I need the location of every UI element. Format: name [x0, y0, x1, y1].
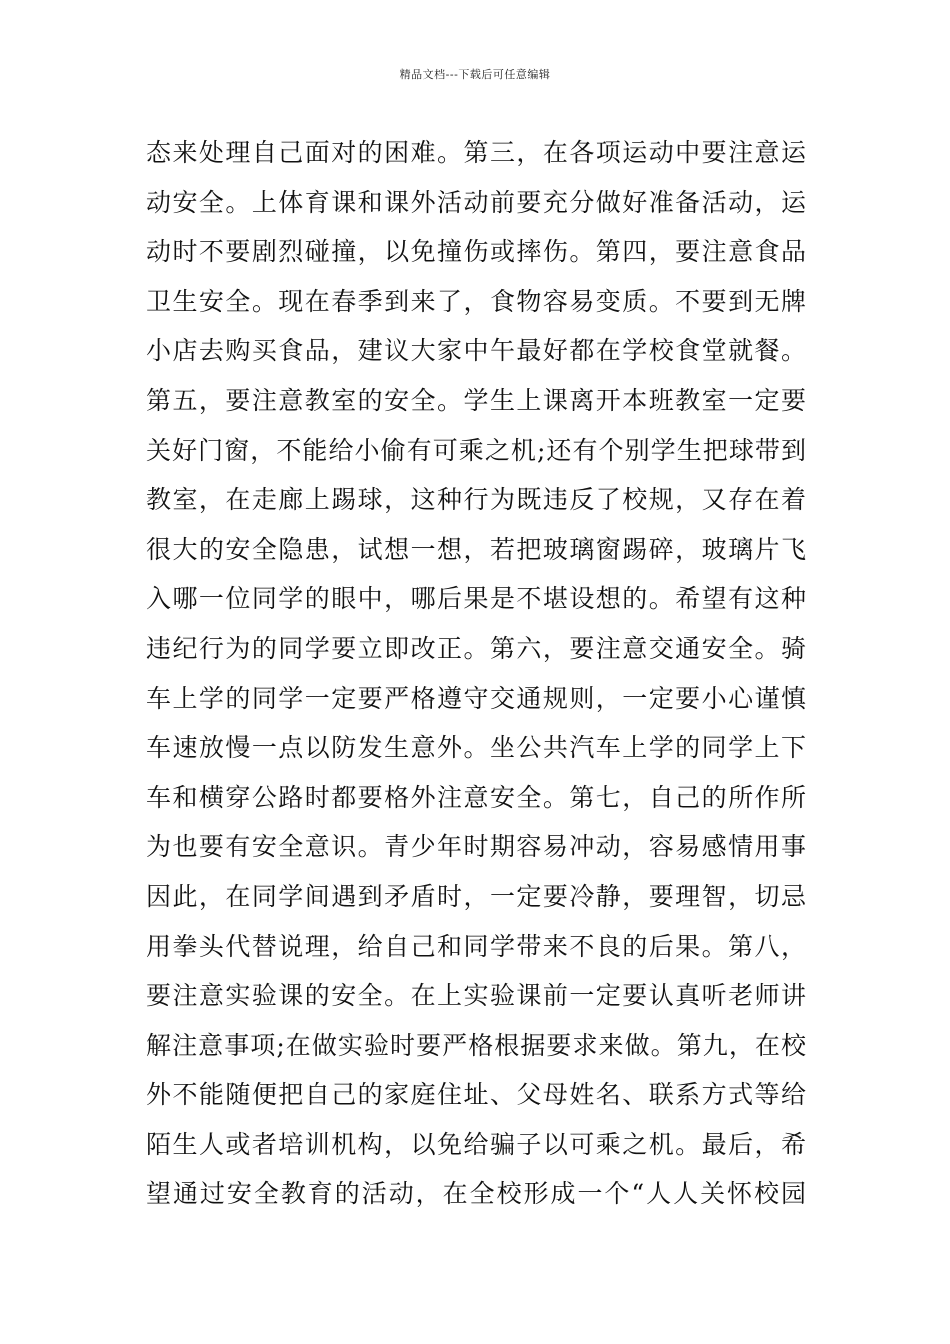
- text-line: 小店去购买食品，建议大家中午最好都在学校食堂就餐。: [146, 336, 806, 366]
- text-line: 陌生人或者培训机构，以免给骗子以可乘之机。最后，希: [146, 1129, 806, 1159]
- text-line: 车速放慢一点以防发生意外。坐公共汽车上学的同学上下: [146, 733, 806, 763]
- text-line: 卫生安全。现在春季到来了，食物容易变质。不要到无牌: [146, 286, 806, 316]
- text-line: 车上学的同学一定要严格遵守交通规则，一定要小心谨慎: [146, 683, 806, 713]
- body-text: [146, 128, 806, 1219]
- text-line: 入哪一位同学的眼中，哪后果是不堪设想的。希望有这种: [146, 584, 806, 614]
- text-line: 要注意实验课的安全。在上实验课前一定要认真听老师讲: [146, 981, 806, 1011]
- text-line: 外不能随便把自己的家庭住址、父母姓名、联系方式等给: [146, 1080, 806, 1110]
- text-line: 第五，要注意教室的安全。学生上课离开本班教室一定要: [146, 385, 806, 415]
- text-line: 动安全。上体育课和课外活动前要充分做好准备活动，运: [146, 187, 806, 217]
- text-line: 为也要有安全意识。青少年时期容易冲动，容易感情用事: [146, 832, 806, 862]
- text-line: 教室，在走廊上踢球，这种行为既违反了校规，又存在着: [146, 485, 806, 515]
- text-line: 很大的安全隐患，试想一想，若把玻璃窗踢碎，玻璃片飞: [146, 534, 806, 564]
- text-line: 态来处理自己面对的困难。第三，在各项运动中要注意运: [146, 138, 806, 167]
- text-line: 车和横穿公路时都要格外注意安全。第七，自己的所作所: [146, 782, 806, 812]
- text-line: 关好门窗，不能给小偷有可乘之机;还有个别学生把球带到: [146, 435, 806, 465]
- text-line: 解注意事项;在做实验时要严格根据要求来做。第九，在校: [146, 1030, 806, 1060]
- text-line: 望通过安全教育的活动，在全校形成一个“人人关怀校园: [146, 1179, 806, 1209]
- text-line: 因此，在同学间遇到矛盾时，一定要冷静，要理智，切忌: [146, 881, 806, 911]
- text-line: 违纪行为的同学要立即改正。第六，要注意交通安全。骑: [146, 633, 806, 663]
- text-line: 动时不要剧烈碰撞，以免撞伤或摔伤。第四，要注意食品: [146, 237, 806, 267]
- page-header: 精品文档---下载后可任意编辑: [399, 68, 551, 81]
- text-line: 用拳头代替说理，给自己和同学带来不良的后果。第八，: [146, 931, 806, 961]
